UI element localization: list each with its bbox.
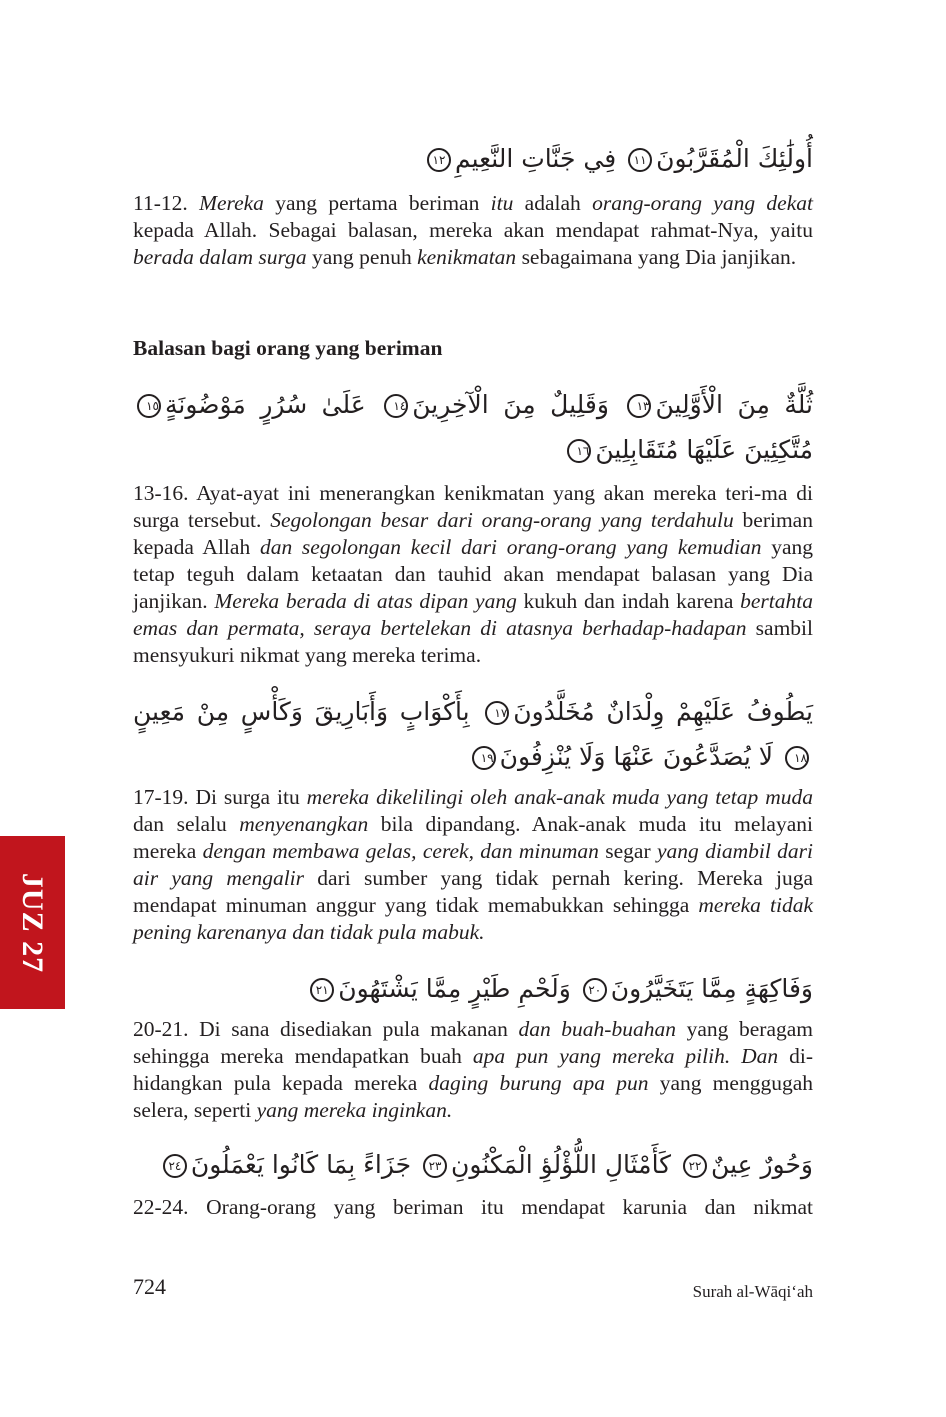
text: 17-19. Di surga itu bbox=[133, 785, 307, 809]
italic-text: Mereka bbox=[199, 191, 264, 215]
italic-text: dan buah-buahan bbox=[518, 1017, 676, 1041]
italic-text: bertahta emas dan permata, seraya bertelekan di atasnya berhadap-hadapan bbox=[133, 589, 813, 640]
text: yang tetap teguh dalam ketaatan dan tauhid akan mendapat balasan yang Dia janjikan. bbox=[133, 535, 813, 613]
section-heading: Balasan bagi orang yang beriman bbox=[133, 336, 443, 360]
text: dan selalu bbox=[133, 812, 240, 836]
text: yang menggugah selera, seperti bbox=[133, 1071, 813, 1122]
verse-block bbox=[133, 689, 813, 779]
text: 11-12. bbox=[133, 191, 200, 215]
text: yang pertama beriman bbox=[263, 191, 491, 215]
italic-text: Mereka berada di atas dipan yang bbox=[214, 589, 517, 613]
text: segar bbox=[598, 839, 657, 863]
ayah-text: لَا يُصَدَّعُونَ عَنْهَا وَلَا يُنْزِفُونَ bbox=[499, 742, 774, 771]
paragraph bbox=[133, 190, 813, 271]
italic-text: apa pun yang mereka pilih. Dan bbox=[472, 1044, 779, 1068]
italic-text: mereka dikelilingi oleh anak-anak muda yang tetap muda bbox=[306, 785, 813, 809]
text: kukuh dan indah karena bbox=[516, 589, 741, 613]
text: beriman kepada Allah bbox=[133, 508, 813, 559]
ayah-text: فِي جَنَّاتِ النَّعِيمِ bbox=[454, 144, 617, 173]
ayah-text: وَقَلِيلٌ مِنَ الْآخِرِينَ bbox=[412, 390, 609, 419]
text: sebagaimana yang Dia janjikan. bbox=[516, 245, 797, 269]
paragraph bbox=[133, 784, 813, 946]
ayah-number-marker: ١١ bbox=[628, 148, 652, 172]
verse-block bbox=[133, 382, 813, 472]
paragraph bbox=[133, 1016, 813, 1124]
text: di-hidangkan pula kepada mereka bbox=[133, 1044, 813, 1095]
text: yang beragam sehingga mereka mendapatkan buah bbox=[133, 1017, 814, 1068]
italic-text: daging burung apa pun bbox=[428, 1071, 649, 1095]
ayah-number-marker: ١٢ bbox=[427, 148, 451, 172]
ayah-number-marker: ١٣ bbox=[627, 394, 651, 418]
verse-block bbox=[133, 966, 813, 1011]
juz-label: JUZ 27 bbox=[16, 872, 50, 973]
ayah-text: وَحُورٌ عِينٌ bbox=[711, 1150, 813, 1179]
italic-text: itu bbox=[490, 191, 514, 215]
italic-text: mereka tidak pening karenanya dan tidak pula mabuk. bbox=[133, 893, 813, 944]
text: bila dipandang. Anak-anak muda itu melayani mereka bbox=[133, 812, 813, 863]
paragraph bbox=[133, 480, 813, 669]
italic-text: dan segolongan kecil dari orang-orang yang kemudian bbox=[259, 535, 762, 559]
ayah-number-marker: ١٩ bbox=[472, 746, 496, 770]
ayah-number-marker: ٢٤ bbox=[163, 1154, 187, 1178]
italic-text: dengan membawa gelas, cerek, dan minuman bbox=[202, 839, 599, 863]
ayah-number-marker: ١٧ bbox=[485, 701, 509, 725]
ayah-number-marker: ٢١ bbox=[310, 978, 334, 1002]
verse-block bbox=[133, 1142, 813, 1187]
ayah-text: وَلَحْمِ طَيْرٍ مِمَّا يَشْتَهُونَ bbox=[338, 974, 571, 1003]
verse-block bbox=[133, 136, 813, 181]
ayah-text: جَزَاءً بِمَا كَانُوا يَعْمَلُونَ bbox=[190, 1150, 412, 1179]
ayah-number-marker: ١٨ bbox=[785, 746, 809, 770]
ayah-text: أُولَٰئِكَ الْمُقَرَّبُونَ bbox=[656, 144, 813, 173]
juz-side-tab bbox=[0, 836, 65, 1009]
text: 22-24. Orang-orang yang beriman itu mendapat karunia dan nikmat bbox=[133, 1195, 813, 1219]
ayah-text: مُتَّكِئِينَ عَلَيْهَا مُتَقَابِلِينَ bbox=[595, 435, 813, 464]
ayah-number-marker: ٢٢ bbox=[683, 1154, 707, 1178]
italic-text: kenikmatan bbox=[417, 245, 517, 269]
paragraph bbox=[133, 1194, 813, 1221]
surah-name: Surah al-Wāqi‘ah bbox=[692, 1282, 813, 1301]
ayah-text: عَلَىٰ سُرُرٍ مَوْضُونَةٍ bbox=[165, 390, 366, 419]
ayah-text: بِأَكْوَابٍ وَأَبَارِيقَ وَكَأْسٍ مِنْ مَعِينٍ bbox=[133, 697, 470, 726]
italic-text: yang mereka inginkan. bbox=[256, 1098, 453, 1122]
text: dari sumber yang tidak pernah kering. Mereka juga mendapat minuman anggur yang tidak memabukkan sehingga bbox=[133, 866, 813, 917]
ayah-text: يَطُوفُ عَلَيْهِمْ وِلْدَانٌ مُخَلَّدُونَ bbox=[513, 697, 813, 726]
text: adalah bbox=[513, 191, 593, 215]
italic-text: berada dalam surga bbox=[133, 245, 307, 269]
italic-text: menyenangkan bbox=[239, 812, 369, 836]
ayah-number-marker: ١٦ bbox=[567, 439, 591, 463]
text: 20-21. Di sana disediakan pula makanan bbox=[133, 1017, 519, 1041]
ayah-number-marker: ٢٠ bbox=[583, 978, 607, 1002]
ayah-text: كَأَمْثَالِ اللُّؤْلُؤِ الْمَكْنُونِ bbox=[451, 1150, 672, 1179]
text: 13-16. Ayat-ayat ini menerangkan kenikmatan yang akan mereka teri-ma di surga tersebut. bbox=[133, 481, 813, 532]
ayah-number-marker: ١٥ bbox=[137, 394, 161, 418]
ayah-number-marker: ٢٣ bbox=[423, 1154, 447, 1178]
italic-text: orang-orang yang dekat bbox=[592, 191, 813, 215]
text: sambil mensyukuri nikmat yang mereka terima. bbox=[133, 616, 813, 667]
italic-text: Segolongan besar dari orang-orang yang terdahulu bbox=[270, 508, 734, 532]
text: kepada Allah. Sebagai balasan, mereka akan mendapat rahmat-Nya, yaitu bbox=[133, 218, 813, 242]
ayah-number-marker: ١٤ bbox=[384, 394, 408, 418]
italic-text: yang diambil dari air yang mengalir bbox=[133, 839, 813, 890]
page-number: 724 bbox=[133, 1274, 166, 1299]
text: yang penuh bbox=[306, 245, 418, 269]
ayah-text: ثُلَّةٌ مِنَ الْأَوَّلِينَ bbox=[655, 390, 814, 419]
ayah-text: وَفَاكِهَةٍ مِمَّا يَتَخَيَّرُونَ bbox=[610, 974, 813, 1003]
